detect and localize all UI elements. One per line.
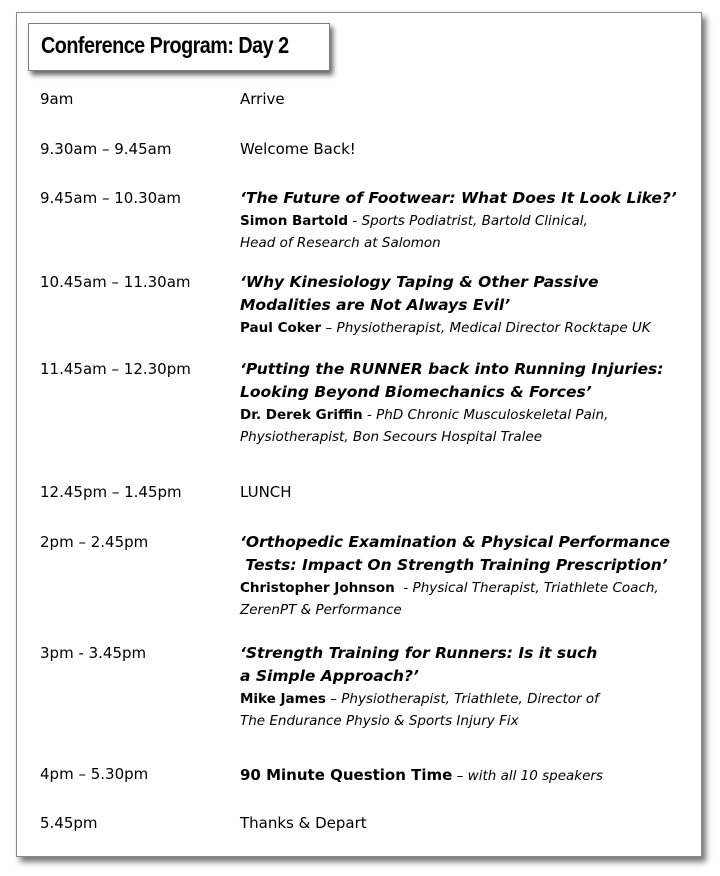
program-title: Conference Program: Day 2 [41,32,289,58]
speaker-line [240,210,677,232]
speaker-role: Sports Podiatrist, Bartold Clinical, [361,213,588,229]
time-label: 4pm – 5.30pm [40,765,149,783]
event-label: Welcome Back! [240,140,356,158]
speaker-line [240,599,670,621]
speaker-separator: – [321,320,337,336]
speaker-role: Physiotherapist, Triathlete, Director of [341,691,599,707]
talk-title: Tests: Impact On Strength Training Prescription’ [240,556,668,574]
speaker-separator: - [362,407,377,423]
time-label: 12.45pm – 1.45pm [40,483,182,501]
speaker-separator: - [394,580,413,596]
speaker-line [240,404,663,426]
talk-block [240,358,663,448]
speaker-name: Mike James [240,691,326,707]
talk-title: ‘The Future of Footwear: What Does It Look Like?’ [240,189,677,207]
speaker-role: Physiotherapist, Medical Director Rocktape UK [336,320,651,336]
speaker-name: Dr. Derek Griffin [240,407,363,423]
speaker-name: Paul Coker [240,320,322,336]
talk-title: ‘Why Kinesiology Taping & Other Passive [240,273,599,291]
speaker-role: ZerenPT & Performance [240,602,402,618]
speaker-name: Christopher Johnson [240,580,395,596]
speaker-name: Simon Bartold [240,213,349,229]
time-label: 2pm – 2.45pm [40,533,149,551]
event-label: Thanks & Depart [240,814,367,832]
speaker-role: Physiotherapist, Bon Secours Hospital Tralee [240,429,543,445]
talk-title: a Simple Approach?’ [240,667,419,685]
time-label: 5.45pm [40,814,98,832]
talk-title: Modalities are Not Always Evil’ [240,296,511,314]
speaker-role: Head of Research at Salomon [240,235,441,251]
speaker-line [240,232,677,254]
title-box [28,23,330,71]
talk-block [240,531,670,621]
question-time-title: 90 Minute Question Time [240,766,453,784]
talk-title: ‘Orthopedic Examination & Physical Performance [240,533,670,551]
event-label: Arrive [240,90,285,108]
speaker-line [240,577,670,599]
time-label: 3pm - 3.45pm [40,644,147,662]
time-label: 10.45am – 11.30am [40,273,191,291]
speaker-separator: – [325,691,342,707]
talk-title: Looking Beyond Biomechanics & Forces’ [240,383,592,401]
talk-title: ‘Strength Training for Runners: Is it such [240,644,598,662]
time-label: 9am [40,90,74,108]
speaker-line [240,317,651,339]
speaker-line [240,426,663,448]
speaker-role: Physical Therapist, Triathlete Coach, [412,580,659,596]
question-time-note: – with all 10 speakers [452,768,604,784]
talk-block [240,271,651,339]
speaker-role: PhD Chronic Musculoskeletal Pain, [376,407,609,423]
time-label: 9.30am – 9.45am [40,140,172,158]
talk-title: ‘Putting the RUNNER back into Running Injuries: [240,360,664,378]
talk-block [240,642,599,732]
speaker-role: The Endurance Physio & Sports Injury Fix [240,713,519,729]
event-label: LUNCH [240,483,292,501]
question-time [240,765,603,784]
time-label: 9.45am – 10.30am [40,189,181,207]
time-label: 11.45am – 12.30pm [40,360,191,378]
speaker-separator: - [348,213,362,229]
talk-block [240,187,677,254]
speaker-line [240,688,599,710]
speaker-line [240,710,599,732]
